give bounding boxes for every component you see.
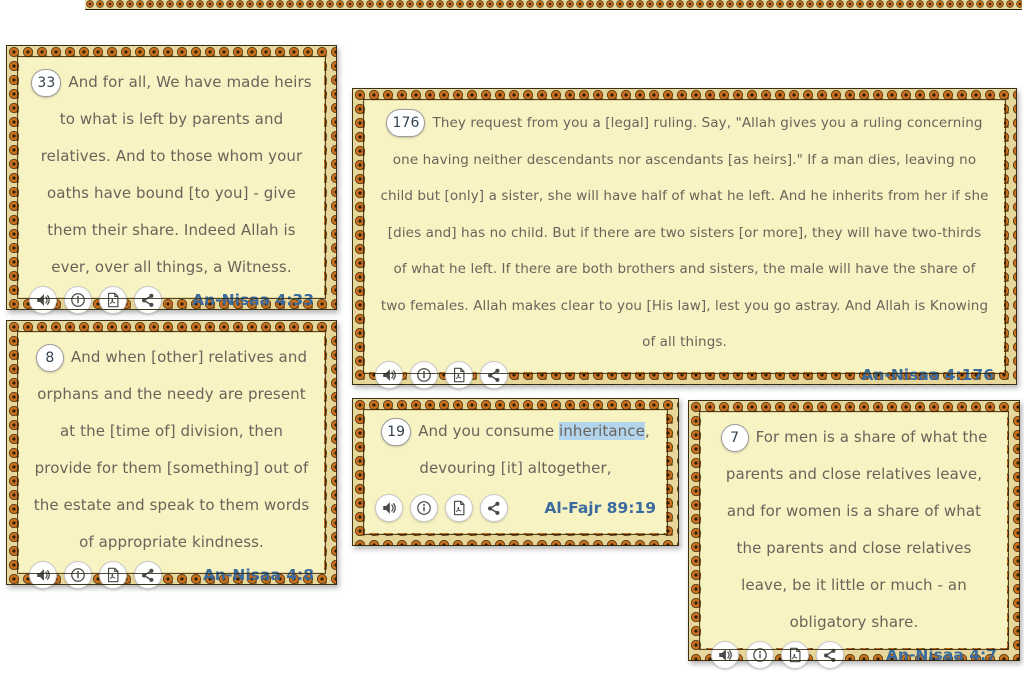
audio-button[interactable]: [29, 286, 57, 314]
info-icon: [416, 367, 432, 383]
audio-button[interactable]: [29, 561, 57, 589]
verse-card-an-nisaa-4-7: [688, 400, 1020, 664]
audio-button[interactable]: [375, 361, 403, 389]
verse-reference-link[interactable]: Al-Fajr 89:19: [544, 499, 656, 517]
share-icon: [822, 647, 838, 663]
verse-body-text: For men is a share of what the parents and close relatives leave, and for women is a share of what the parents and close relatives leave, be it little or much - an obligatory share.: [725, 428, 988, 631]
info-button[interactable]: [746, 641, 774, 669]
info-icon: [416, 500, 432, 516]
verse-number-badge: 19: [381, 418, 411, 446]
speaker-icon: [381, 500, 397, 516]
pdf-button[interactable]: [445, 361, 473, 389]
pdf-file-icon: [105, 567, 121, 583]
verse-body-text: , devouring [it] altogether,: [419, 422, 650, 477]
card-action-icons: [375, 494, 508, 522]
verse-card-an-nisaa-4-33: [6, 45, 337, 310]
info-button[interactable]: [410, 361, 438, 389]
audio-button[interactable]: [375, 494, 403, 522]
pdf-button[interactable]: [99, 286, 127, 314]
card-footer: [365, 361, 1004, 400]
pdf-button[interactable]: [445, 494, 473, 522]
verse-card-al-fajr-89-19: [352, 398, 679, 546]
info-button[interactable]: [64, 286, 92, 314]
verse-body-text: And for all, We have made heirs to what is left by parents and relatives. And to those whom your oaths have bound [to you] - give them their share. Indeed Allah is ever, over all things, a Witness.: [40, 73, 312, 276]
share-icon: [486, 500, 502, 516]
verse-number-badge: 176: [386, 109, 425, 137]
share-button[interactable]: [816, 641, 844, 669]
verse-reference-link[interactable]: An-Nisaa 4:33: [192, 291, 314, 309]
pdf-file-icon: [451, 500, 467, 516]
verse-card-an-nisaa-4-8: [6, 320, 337, 585]
verse-text: [19, 58, 324, 286]
top-border-ornament: [85, 0, 1022, 10]
verse-number-badge: 33: [31, 69, 61, 97]
verse-reference-link[interactable]: An-Nisaa 4:7: [885, 646, 997, 664]
share-button[interactable]: [134, 286, 162, 314]
share-button[interactable]: [480, 494, 508, 522]
verse-text: [365, 411, 666, 494]
speaker-icon: [35, 567, 51, 583]
audio-button[interactable]: [711, 641, 739, 669]
pdf-file-icon: [451, 367, 467, 383]
verse-text: [701, 413, 1007, 641]
card-action-icons: [711, 641, 844, 669]
share-icon: [140, 567, 156, 583]
pdf-button[interactable]: [781, 641, 809, 669]
info-button[interactable]: [64, 561, 92, 589]
pdf-button[interactable]: [99, 561, 127, 589]
speaker-icon: [381, 367, 397, 383]
share-icon: [486, 367, 502, 383]
info-icon: [70, 567, 86, 583]
card-footer: [701, 641, 1007, 680]
verse-body-text: And when [other] relatives and orphans and the needy are present at the [time of] division, then provide for them [something] out of the estate and speak to them words of appropriate kindness.: [33, 348, 310, 551]
speaker-icon: [717, 647, 733, 663]
verse-number-badge: 7: [721, 424, 749, 452]
card-action-icons: [375, 361, 508, 389]
verse-text: [365, 101, 1004, 361]
share-icon: [140, 292, 156, 308]
pdf-file-icon: [105, 292, 121, 308]
verse-number-badge: 8: [36, 344, 64, 372]
verse-reference-link[interactable]: An-Nisaa 4:176: [861, 365, 994, 384]
info-button[interactable]: [410, 494, 438, 522]
verse-body-text: And you consume: [418, 422, 560, 440]
highlighted-word: inheritance: [559, 422, 645, 440]
card-action-icons: [29, 561, 162, 589]
pdf-file-icon: [787, 647, 803, 663]
info-icon: [752, 647, 768, 663]
card-footer: [19, 561, 324, 600]
share-button[interactable]: [480, 361, 508, 389]
card-action-icons: [29, 286, 162, 314]
share-button[interactable]: [134, 561, 162, 589]
card-footer: [365, 494, 666, 533]
verse-reference-link[interactable]: An-Nisaa 4:8: [202, 566, 314, 584]
info-icon: [70, 292, 86, 308]
verse-text: [19, 333, 324, 561]
verse-card-an-nisaa-4-176: [352, 88, 1017, 385]
speaker-icon: [35, 292, 51, 308]
verse-body-text: They request from you a [legal] ruling. Say, "Allah gives you a ruling concerning one having neither descendants nor ascendants [as heirs]." If a man dies, leaving no child but [only] a sister, she will have half of what he left. And he inherits from her if she [dies and] has no child. But if there are two sisters [or more], they will have two-thirds of what he left. If there are both brothers and sisters, the male will have the share of two females. Allah makes clear to you [His law], lest you go astray. And Allah is Knowing of all things.: [380, 115, 989, 350]
